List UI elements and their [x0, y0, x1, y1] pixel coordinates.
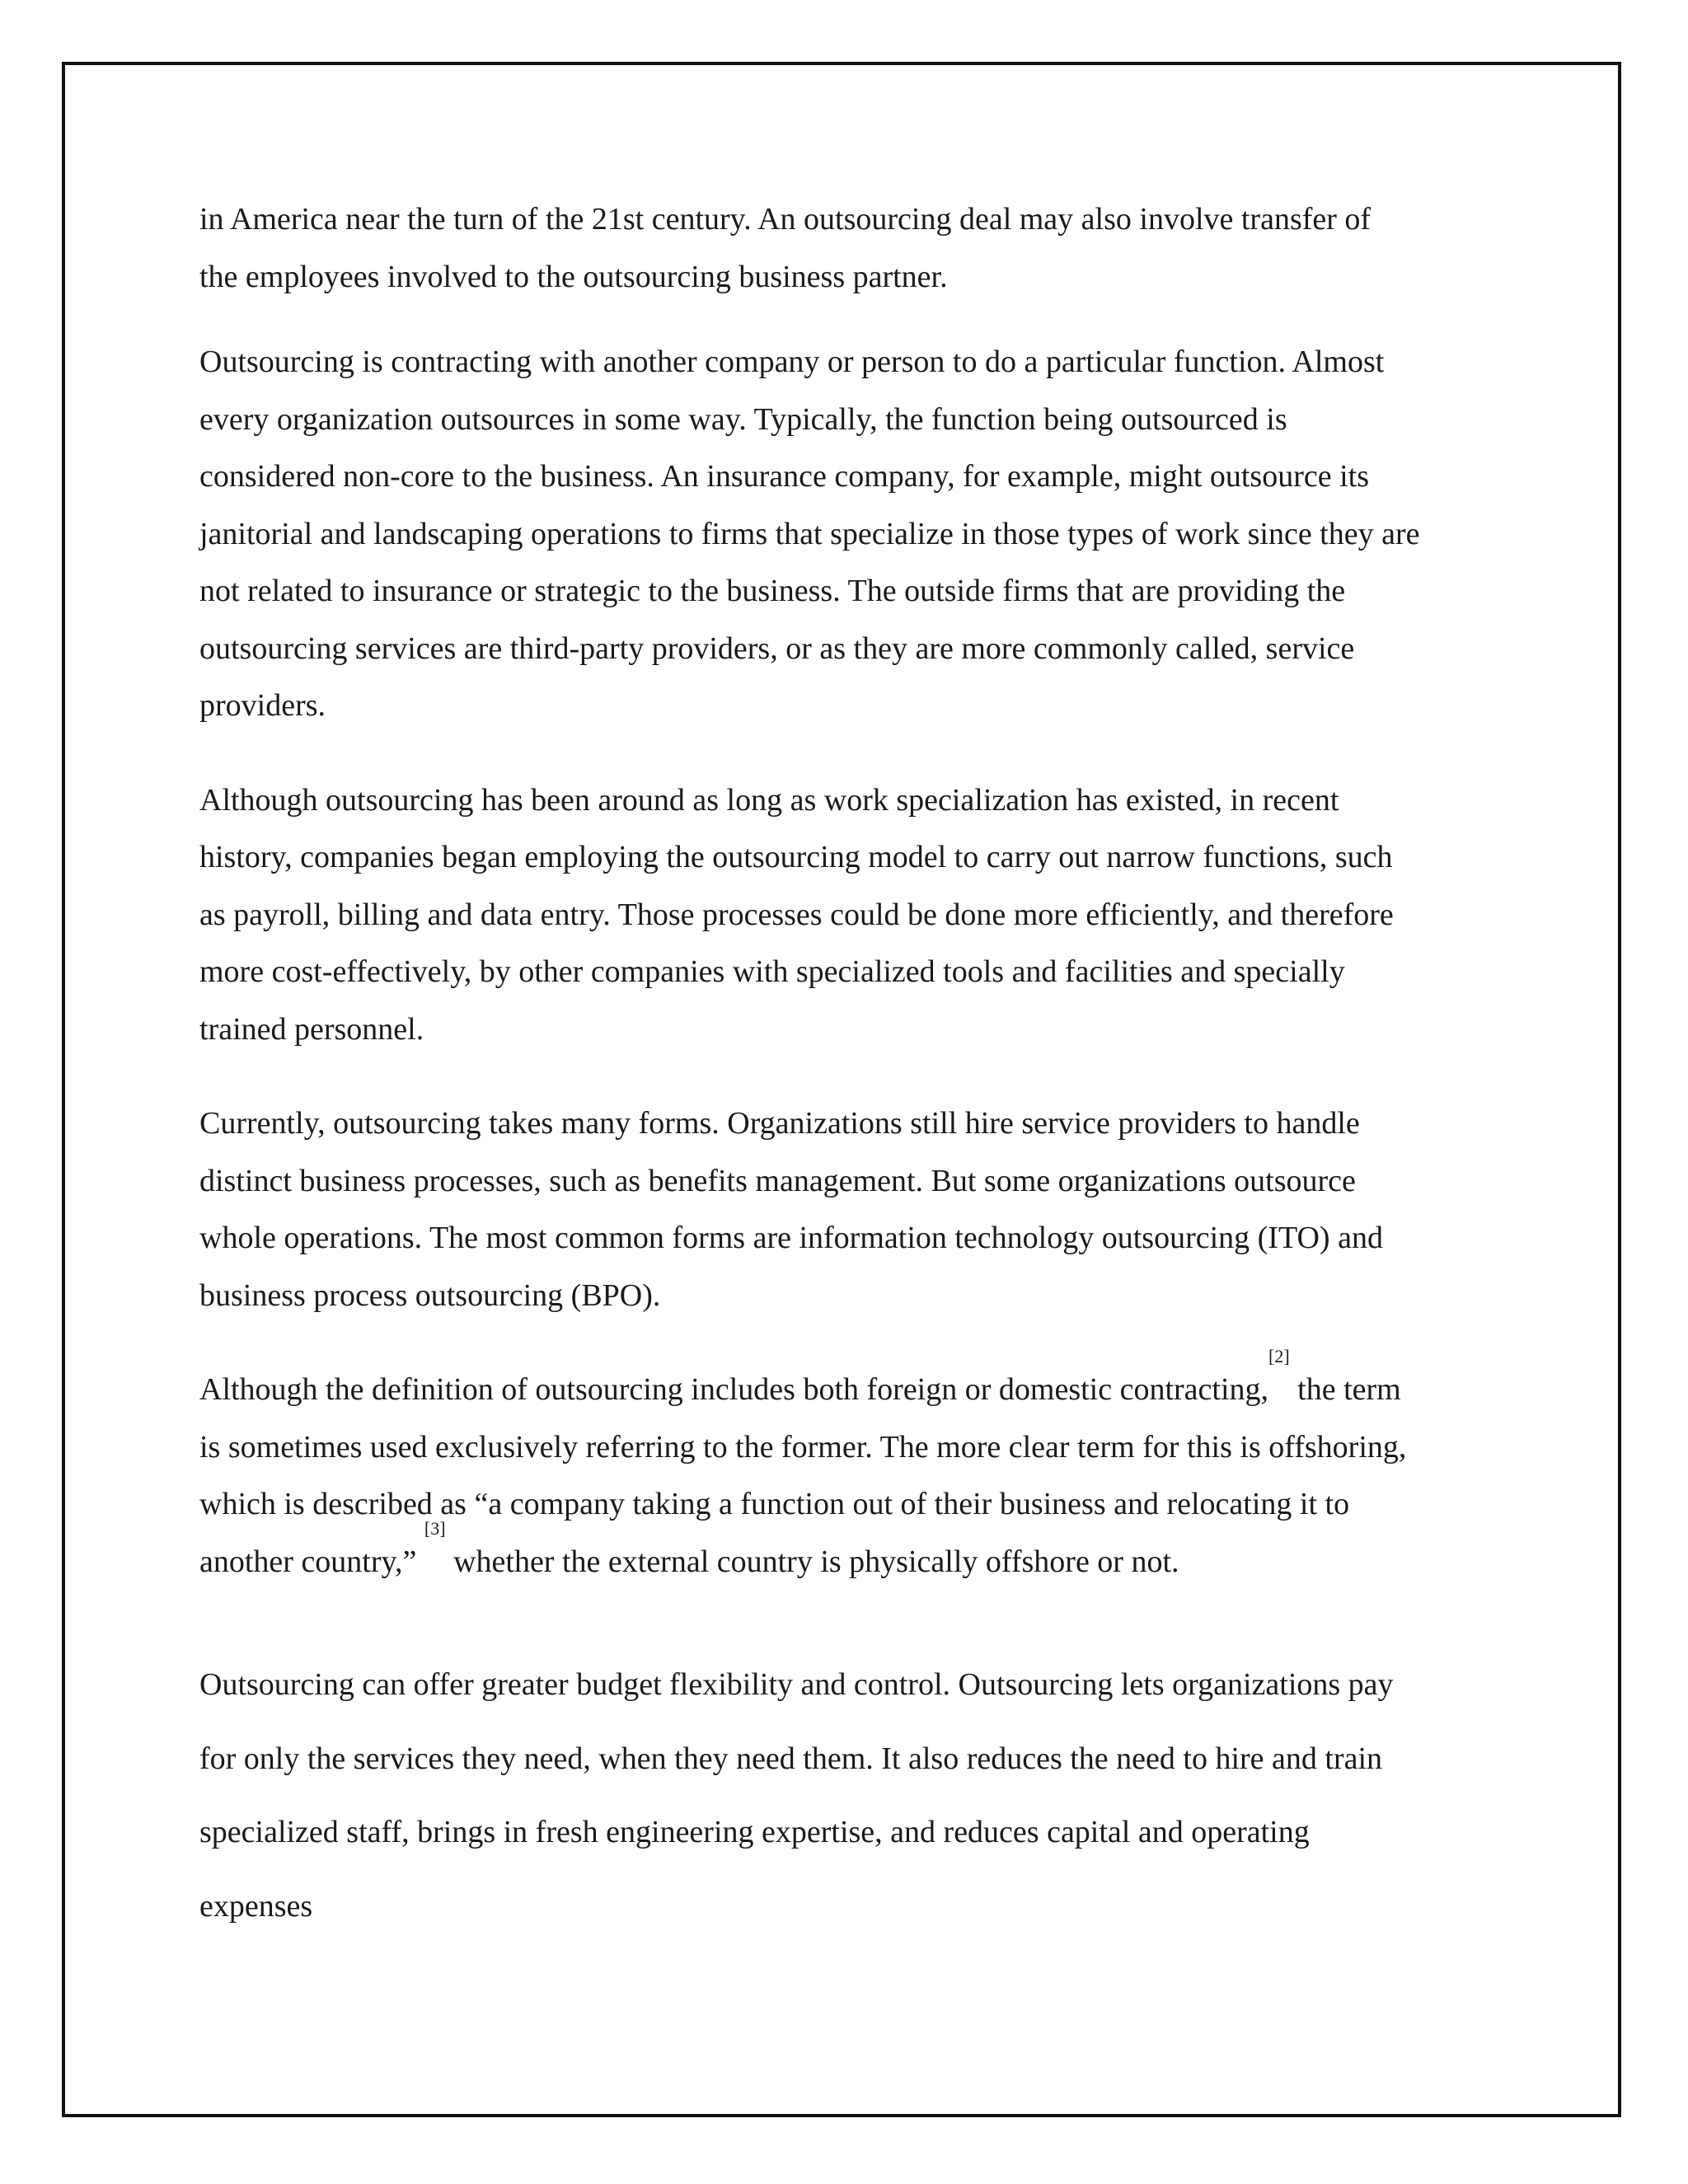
- paragraph-5-part-2: the term is sometimes used exclusively referring to the former. The more clear term for this is offshoring, which is described as “a company taking a function out of their business and relocating it to another country,”: [199, 1372, 1407, 1579]
- paragraph-3: Although outsourcing has been around as long as work specialization has existed, in recent history, companies began employing the outsourcing model to carry out narrow functions, such as payroll, billing and data entry. Those processes could be done more efficiently, and therefore more cost-effectively, by other companies with specialized tools and facilities and specially trained personnel.: [199, 782, 1394, 1047]
- paragraph-5: [199, 1346, 1502, 1591]
- paragraph-1: in America near the turn of the 21st century. An outsourcing deal may also involve transfer of the employees involved to the outsourcing business partner.: [199, 202, 1372, 294]
- paragraph-5-part-1: Although the definition of outsourcing includes both foreign or domestic contracting,: [199, 1372, 1269, 1407]
- paragraph-4: Currently, outsourcing takes many forms. Organizations still hire service providers to handle distinct business processes, such as benefits management. But some organizations outsource whole operations. The most common forms are information technology outsourcing (ITO) and business process outsourcing (BPO).: [199, 1106, 1383, 1313]
- paragraph-2: Outsourcing is contracting with another company or person to do a particular function. Almost every organization outsources in some way. Typically, the function being outsourced is considered non-core to the business. An insurance company, for example, might outsource its janitorial and landscaping operations to firms that specialize in those types of work since they are not related to insurance or strategic to the business. The outside firms that are providing the outsourcing services are third-party providers, or as they are more commonly called, service providers.: [199, 344, 1420, 723]
- footnote-ref-3: [3]: [424, 1517, 446, 1539]
- document-body: [199, 191, 1502, 1943]
- paragraph-6: Outsourcing can offer greater budget flexibility and control. Outsourcing lets organizations pay for only the services they need, when they need them. It also reduces the need to hire and train specialized staff, brings in fresh engineering expertise, and reduces capital and operating expenses: [199, 1667, 1394, 1924]
- paragraph-5-part-3: whether the external country is physically offshore or not.: [445, 1544, 1179, 1579]
- footnote-ref-2: [2]: [1268, 1346, 1290, 1366]
